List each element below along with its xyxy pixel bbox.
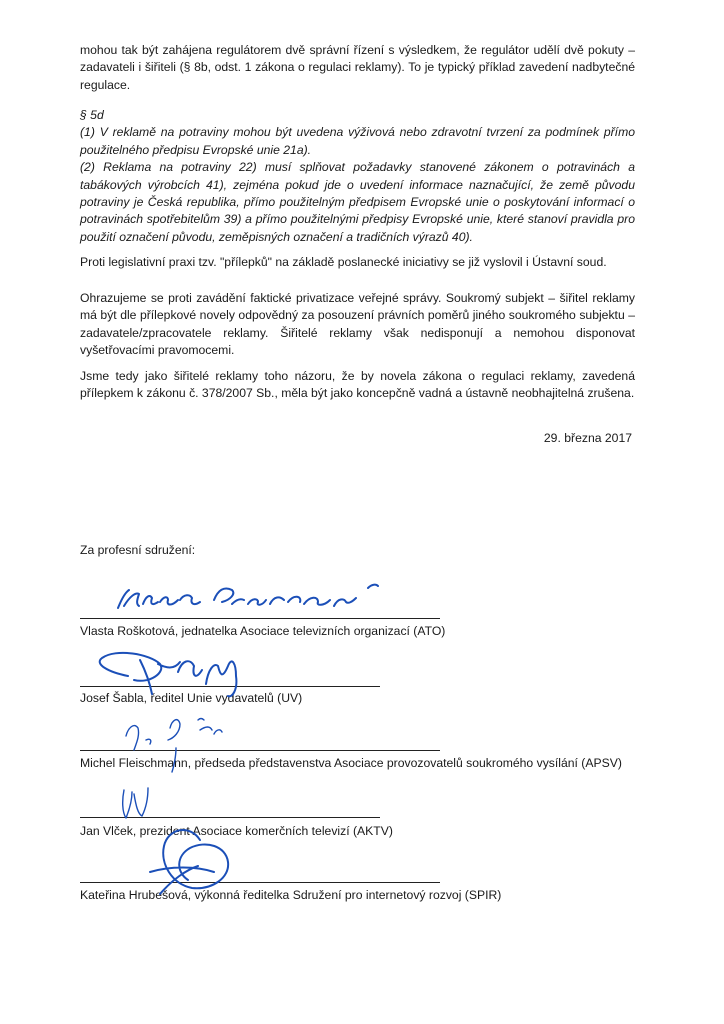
signatory-name: Josef Šabla, ředitel Unie vydavatelů (UV) (80, 691, 303, 705)
signature-line (80, 817, 380, 818)
conclusion-paragraph: Jsme tedy jako šiřitelé reklamy toho názoru, že by novela zákona o regulaci reklamy, zavedená přílepkem k zákonu č. 378/2007 Sb., měla být jako koncepčně vadná a ústavně neobhajitelná zrušena. (80, 369, 635, 401)
constitutional-court-paragraph: Proti legislativní praxi tzv. "přílepků" na základě poslanecké iniciativy se již vyslovil i Ústavní soud. (80, 255, 607, 269)
intro-paragraph: mohou tak být zahájena regulátorem dvě správní řízení s výsledkem, že regulátor udělí dvě pokuty – zadavateli i šiřiteli (§ 8b, odst. 1 zákona o regulaci reklamy). To je typický příklad zavedení nadbytečné regulace. (80, 43, 635, 92)
section-paragraph-1: (1) V reklamě na potraviny mohou být uvedena výživová nebo zdravotní tvrzení za podmínek přímo použitelného předpisu Evropské unie 21a). (80, 125, 635, 157)
signature-line (80, 750, 440, 751)
signatory-name: Jan Vlček, prezident Asociace komerčních televizí (AKTV) (80, 824, 393, 838)
quoted-law-section (80, 107, 635, 246)
section-paragraph-2: (2) Reklama na potraviny 22) musí splňovat požadavky stanovené zákonem o potravinách a tabákových výrobcích 41), zejména pokud jde o uvedení informace naznačující, že země původu potraviny je Česká republika, přímo použitelným předpisem Evropské unie o poskytování informací o potravinách spotřebitelům 39) a přímo použitelnými předpisy Evropské unie, které stanoví pravidla pro použití označení původu, zeměpisných označení a tradičních výrazů 40). (80, 160, 635, 244)
privatization-paragraph: Ohrazujeme se proti zavádění faktické privatizace veřejné správy. Soukromý subjekt – šiřitel reklamy má být dle přílepkové novely odpovědný za posouzení právních poměrů jiného soukromého subjektu – zadavatele/zpracovatele reklamy. Šiřitelé reklamy však nedisponují a nemohou disponovat vyšetřovacími pravomocemi. (80, 291, 635, 358)
signatory-name: Kateřina Hrubešová, výkonná ředitelka Sdružení pro internetový rozvoj (SPIR) (80, 888, 502, 902)
section-heading: § 5d (80, 108, 104, 122)
signature-line (80, 686, 380, 687)
signature-roskotova (118, 585, 378, 608)
signatory-name: Michel Fleischmann, předseda představenstva Asociace provozovatelů soukromého vysílání (APSV) (80, 756, 622, 770)
signatories-intro: Za profesní sdružení: (80, 543, 196, 557)
document-date: 29. března 2017 (543, 431, 632, 445)
signature-vlcek (123, 788, 148, 818)
signature-line (80, 882, 440, 883)
signatory-name: Vlasta Roškotová, jednatelka Asociace televizních organizací (ATO) (80, 624, 446, 638)
signature-line (80, 618, 440, 619)
